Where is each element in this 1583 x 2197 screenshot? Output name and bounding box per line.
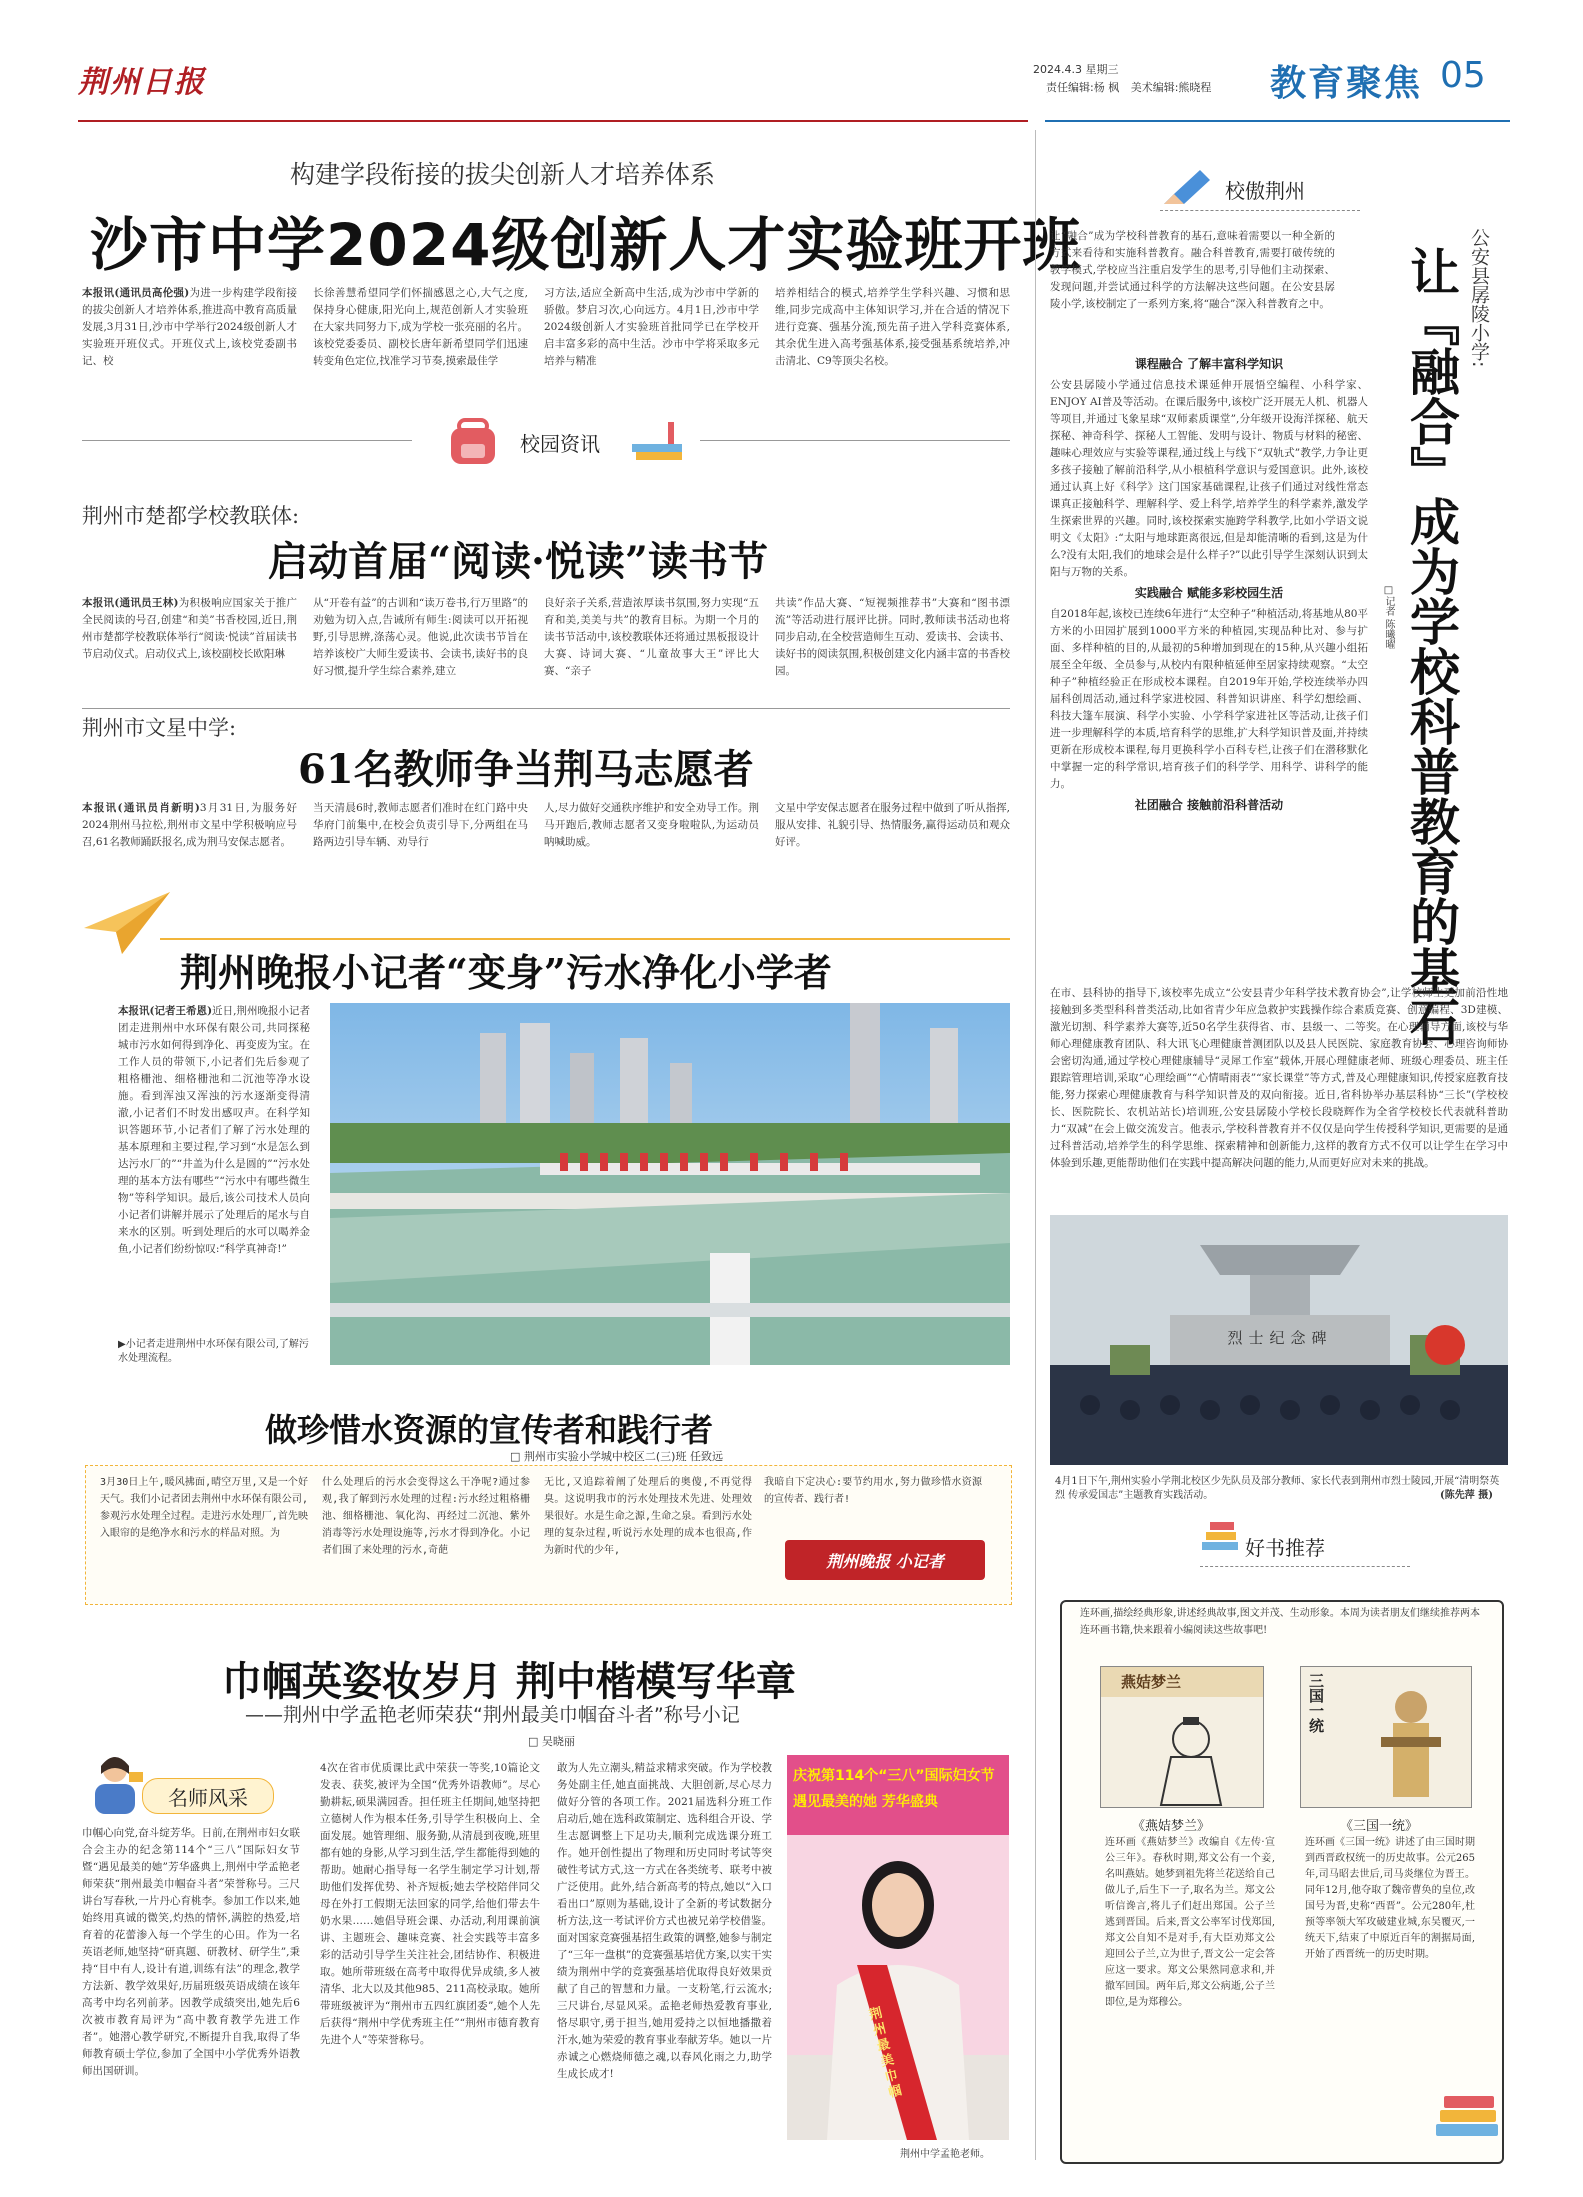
- section-title: 教育聚焦: [1270, 63, 1423, 104]
- reading-text-1: 为积极响应国家关于推广全民阅读的号召,创建“和美”书香校园,近日,荆州市楚都学校教联体举行“阅读·悦读”首届读书节启动仪式。启动仪式上,该校副校长欧阳琳: [82, 597, 297, 660]
- reading-col4: 共读”作品大赛、“短视频推荐书”大赛和“图书漂流”等活动进行展评比拼。同时,教师读书活动也将同步启动,在全校营造师生互动、爱读书、会读书、读好书的阅读氛围,积极创建文化内涵丰富的书香校园。: [775, 597, 1010, 677]
- page-number: 05: [1440, 55, 1486, 96]
- teacher-byline: □ 吴晓丽: [528, 1735, 575, 1748]
- reporter-logo-text: 荆州晚报 小记者: [826, 1551, 944, 1571]
- pride-rule: [1160, 210, 1360, 211]
- paper-plane-icon: [82, 888, 172, 958]
- sewage-headline: 荆州晚报小记者“变身”污水净化小学者: [180, 950, 832, 995]
- water-col3: 无比,又追踪着阐了处理后的奥傻,不再觉得臭。这说明我市的污水处理技术先进、处理效果很好。水是生命之源,生命之泉。看到污水处理的复杂过程,听说污水处理的成本也很高,作为新时代的少年,: [544, 1477, 752, 1556]
- pride-vertical-kicker: 公安县孱陵小学:: [1468, 228, 1490, 368]
- teacher-photo-banner: 庆祝第114个“三八”国际妇女节 遇见最美的她 芳华盛典: [793, 1768, 995, 1810]
- book1-text: 连环画《燕姞梦兰》改编自《左传·宣公三年》。春秋时期,郑文公有一个妾,名叫燕姞。她梦到祖先将兰花送给自己做儿子,后生下一子,取名为兰。郑文公听信谗言,将儿子们赶出郑国。公子兰逃到晋国。后来,晋文公率军讨伐郑国,郑文公自知不是对手,有大臣劝郑文公迎回公子兰,立为世子,晋文公一定会答应这一要求。郑文公果然同意求和,并撤军回国。两年后,郑文公病逝,公子兰即位,是为郑穆公。: [1105, 1837, 1275, 2008]
- volunteers-col3: 人,尽力做好交通秩序维护和安全劝导工作。荆马开跑后,教师志愿者又变身啦啦队,为运动员呐喊助威。: [544, 802, 759, 848]
- pride-sub2: 实践融合 赋能多彩校园生活: [1134, 586, 1284, 600]
- water-col2: 什么处理后的污水会变得这么干净呢?通过参观,我了解到污水处理的过程:污水经过粗格栅池、细格栅池、氧化沟、再经过二沉池、紫外消毒等污水处理设施等,污水才得到净化。小记者们围了来处理的污水,奇葩: [322, 1477, 530, 1556]
- pencil-icon: [1160, 168, 1212, 208]
- masthead-rule: [78, 120, 1028, 122]
- newspaper-logo: 荆州日报: [78, 65, 206, 100]
- sewage-plant-photo: [330, 1003, 1010, 1365]
- top-story-col4: 培养相结合的模式,培养学生学科兴趣、习惯和思维,同步完成高中主体知识学习,并在合适的情况下进行竞赛、强基分流,预先苗子进入学科竞赛体系,其余优生进入高考强基体系,接受强基系统培养,冲击清北、C9等顶尖名校。: [775, 287, 1010, 367]
- volunteers-col4: 文星中学安保志愿者在服务过程中做到了听从指挥,服从安排、礼貌引导、热情服务,赢得运动员和观众好评。: [775, 802, 1010, 848]
- book2-cover-title: 三国一统: [1307, 1673, 1325, 1733]
- top-story-text-1: 为进一步构建学段衔接的拔尖创新人才培养体系,推进高中教育高质量发展,3月31日,沙市中学举行2024级创新人才实验班开班仪式。开班仪式上,该校党委副书记、校: [82, 287, 297, 367]
- famous-teacher-tag-text: 名师风采: [168, 1785, 248, 1810]
- teacher-subhead: ——荆州中学孟艳老师荣获“荆州最美巾帼奋斗者”称号小记: [245, 1704, 740, 1726]
- top-story-col2: 长徐善慧希望同学们怀揣感恩之心,大气之度,保持身心健康,阳光向上,规范创新人才实验班在大家共同努力下,成为学校一张亮丽的名片。该校党委委员、副校长唐年新希望同学们迅速转变角色定位,找准学习节奏,摸索最佳学: [313, 287, 528, 367]
- volunteers-text-1: 3月31日,为服务好2024荆州马拉松,荆州市文星中学积极响应号召,61名教师踊跃报名,成为荆马安保志愿者。: [82, 802, 297, 848]
- sewage-caption: ▶小记者走进荆州中水环保有限公司,了解污水处理流程。: [118, 1339, 309, 1364]
- issue-date: 2024.4.3 星期三: [1033, 63, 1119, 76]
- pride-sub3: 社团融合 接触前沿科普活动: [1134, 798, 1284, 812]
- water-headline: 做珍惜水资源的宣传者和践行者: [265, 1411, 714, 1449]
- teacher-headline: 巾帼英姿妆岁月 荆中楷模写华章: [222, 1658, 796, 1705]
- reading-col1: [82, 595, 297, 700]
- book2-text: 连环画《三国一统》讲述了由三国时期到西晋政权统一的历史故事。公元265年,司马昭去世后,司马炎继位为晋王。同年12月,他夺取了魏帝曹奂的皇位,改国号为晋,史称“西晋”。公元280年,杜预等率领大军攻破建业城,东吴覆灭,一统天下,结束了中原近百年的割据局面,开始了西晋统一的历史时期。: [1305, 1837, 1475, 1960]
- pride-p1: 公安县孱陵小学通过信息技术课延伸开展悟空编程、小科学家、ENJOY AI普及等活动。在课后服务中,该校广泛开展无人机、机器人等项目,并通过飞象星球“双师素质课堂”,分年级开设海洋探秘、航天探秘、神奇科学、探秘人工智能、发明与设计、物质与材料的秘密、趣味心理效应与实验等课程,通过线上与线下“双轨式”教学,力争让更多孩子接触了解前沿科学,从小根植科学意识与爱国意识。此外,该校通过认真上好《科学》这门国家基础课程,让孩子们通过对线性常态课真正接触科学、理解科学、爱上科学,培养学生的科学素养,激发学生探索世界的兴趣。同时,该校探索实施跨学科教学,比如小学语文说明文《太阳》:“太阳与地球距离很远,但是却能清晰的看到,这是为什么?没有太阳,我们的地球会是什么样子?”以此引导学生深刻认识到太阳与万物的关系。: [1050, 379, 1368, 578]
- editor-name: 责任编辑:杨 枫: [1046, 81, 1120, 94]
- reading-headline: 启动首届“阅读·悦读”读书节: [268, 538, 768, 585]
- top-story-kicker: 构建学段衔接的拔尖创新人才培养体系: [290, 160, 716, 189]
- pride-body-upper: [1050, 352, 1368, 982]
- teacher-sash-text: 荆州最美巾帼: [867, 2005, 904, 2102]
- reading-col3: 良好亲子关系,营造浓厚读书氛围,努力实现“五育和美,美美与共”的教育目标。为期一个月的读书节活动中,该校教联体还将通过黑板报设计大赛、诗词大赛、“儿童故事大王”评比大赛、“亲子: [544, 597, 759, 677]
- books-intro: 连环画,描绘经典形象,讲述经典故事,图文并茂、生动形象。本周为读者朋友们继续推荐两本连环画书籍,快来跟着小编阅读这些故事吧!: [1080, 1608, 1480, 1636]
- teacher-icon: [85, 1752, 145, 1816]
- memorial-photo: [1050, 1215, 1508, 1465]
- teacher-photo-caption: 荆州中学孟艳老师。: [900, 2149, 990, 2160]
- pride-tag: 校傲荆州: [1225, 179, 1305, 203]
- art-editor-name: 美术编辑:熊晓程: [1130, 81, 1212, 94]
- top-story-lead: 本报讯(通讯员高伦强): [82, 287, 190, 299]
- reporter-logo: [785, 1540, 985, 1580]
- reading-divider: [82, 708, 1010, 709]
- top-story-col1: [82, 285, 297, 425]
- book1-cover-title: 燕姞梦兰: [1121, 1673, 1182, 1691]
- book2-cover: [1300, 1666, 1472, 1808]
- books-rule: [1200, 1566, 1410, 1567]
- book-stack-icon: [1432, 2080, 1502, 2140]
- top-story-headline: 沙市中学2024级创新人才实验班开班: [90, 211, 1082, 279]
- book-stack-icon-top: [1200, 1522, 1240, 1556]
- volunteers-col2: 当天清晨6时,教师志愿者们准时在红门路中央华府门前集中,在校会负责引导下,分两组在马路两边引导车辆、劝导行: [313, 802, 528, 848]
- water-col4: 我暗自下定决心:要节约用水,努力做珍惜水资源的宣传者、践行者!: [764, 1477, 982, 1505]
- pride-vertical-headline: 让『融合』成为学校科普教育的基石: [1402, 246, 1460, 1046]
- book1-title: 《燕姞梦兰》: [1132, 1819, 1211, 1834]
- book-recommendation-tag: 好书推荐: [1245, 1536, 1325, 1560]
- pride-p2: 自2018年起,该校已连续6年进行“太空种子”种植活动,将基地从80平方米的小田园扩展到1000平方米的种植园,实现品种比对、参与扩面、多样种植的目的,从最初的5种增加到现在的15种,从兴趣小组拓展至全年级、全员参与,从校内有限种植延伸至居家持续观察。“太空种子”种植经验正在形成校本课程。自2019年开始,学校连续举办四届科创周活动,通过科学家进校园、科普知识讲座、科学幻想绘画、科技大篷车展演、科学小实验、小学科学家进社区等活动,让孩子们进一步理解科学的本质,培育科学的思维,扩大科学知识普及面,并持续更新在形成校本课程,每月更换科学小百科专栏,让孩子们在潜移默化中掌握一定的科学常识,培育孩子们的科学学、用科学、讲科学的能力。: [1050, 608, 1368, 790]
- memorial-credit: (陈先萍 摄): [1440, 1490, 1493, 1501]
- teacher-award-photo: [787, 1755, 1009, 2140]
- memorial-banner: 烈士纪念碑: [1227, 1329, 1333, 1347]
- top-story-col3: 习方法,适应全新高中生活,成为沙市中学新的骄傲。梦启习次,心向远方。4月1日,沙市中学2024级创新人才实验班首批同学已在学校开启丰富多彩的高中生活。沙市中学将采取多元培养与精准: [544, 287, 759, 367]
- volunteers-headline: 61名教师争当荆马志愿者: [298, 746, 754, 793]
- school-bag-icon: [445, 418, 503, 468]
- teacher-col1: 巾帼心向党,奋斗绽芳华。日前,在荆州市妇女联合会主办的纪念第114个“三八”国际妇女节暨“遇见最美的她”芳华盛典上,荆州中学孟艳老师荣获“荆州最美巾帼奋斗者”荣誉称号。三尺讲台写春秋,一片丹心育桃李。参加工作以来,她始终用真诚的微笑,灼热的情怀,满腔的热爱,培育着的花蕾渗入每一个学生的心田。作为一名英语老师,她坚持“研真题、研教材、研学生”,秉持“目中有人,设计有道,训练有法”的理念,教学方法新、教学效果好,历届班级英语成绩在该年高考中均名列前茅。因教学成绩突出,她先后6次被市教育局评为“高中教育教学先进工作者”。她潜心教学研究,不断提升自我,取得了华师教育硕士学位,参加了全国中小学优秀外语教师出国研训。: [82, 1827, 300, 2077]
- book2-title: 《三国一统》: [1340, 1819, 1419, 1834]
- right-column-divider: [1035, 130, 1036, 2160]
- sewage-rule: [160, 938, 1010, 940]
- memorial-caption: 4月1日下午,荆州实验小学荆北校区少先队员及部分教师、家长代表到荆州市烈士陵园,开展“清明祭英烈 传承爱国志”主题教育实践活动。: [1055, 1476, 1500, 1501]
- reading-col2: 从“开卷有益”的古训和“读万卷书,行万里路”的劝勉为切入点,告诫所有师生:阅读可以开拓视野,引导思辨,涤荡心灵。他说,此次读书节旨在培养该校广大师生爱读书、会读书,读好书的良好习惯,提升学生综合素养,建立: [313, 597, 528, 677]
- books-pencil-icon: [628, 420, 688, 465]
- volunteers-lead: 本报讯(通讯员肖新明): [82, 802, 200, 814]
- teacher-col2: 4次在省市优质课比武中荣获一等奖,10篇论文发表、获奖,被评为全国“优秀外语教师”。尽心勤耕耘,硕果满园香。担任班主任期间,她坚持把立德树人作为根本任务,引导学生积极向上、全面发展。她管理细、服务勤,从清晨到夜晚,班里都有她的身影,从学习到生活,学生都能得到她的帮助。她耐心指导每一名学生制定学习计划,帮助他们发挥优势、补齐短板;她去学校陪伴同父母在外打工假期无法回家的同学,给他们带去牛奶水果……她倡导班会课、办活动,利用课前演讲、主题班会、趣味竞赛、社会实践等丰富多彩的活动引导学生关注社会,团结协作、积极进取。她所带班级在高考中取得优异成绩,多人被清华、北大以及其他985、211高校录取。她所带班级被评为“荆州市五四红旗团委”,她个人先后获得“荆州中学优秀班主任”“荆州市德育教育先进个人”等荣誉称号。: [320, 1762, 540, 2046]
- campus-news-tag: 校园资讯: [520, 432, 600, 456]
- sewage-body: [118, 1003, 310, 1333]
- masthead-rule-right: [1045, 120, 1510, 122]
- water-col1: 3月30日上午,暖风拂面,晴空万里,又是一个好天气。我们小记者团去荆州中水环保有限公司,参观污水处理全过程。走进污水处理厂,首先映入眼帘的是绝净水和污水的样品对照。为: [100, 1477, 308, 1539]
- sewage-lead: 本报讯(记者王希恩): [118, 1005, 213, 1017]
- pride-byline: □记者 陈曦曜: [1383, 585, 1394, 650]
- reading-lead: 本报讯(通讯员王林): [82, 597, 179, 609]
- editor-credit: [1046, 79, 1211, 95]
- book1-cover: [1100, 1666, 1264, 1808]
- famous-teacher-tag: [142, 1778, 274, 1814]
- sewage-text: 近日,荆州晚报小记者团走进荆州中水环保有限公司,共同探秘城市污水如何得到净化、再变废为宝。在工作人员的带领下,小记者们先后参观了粗格栅池、细格栅池和二沉池等净水设施。看到浑浊又浑浊的污水逐渐变得清澈,小记者们不时发出感叹声。在科学知识答题环节,小记者们了解了污水处理的基本原理和主要过程,学习到“水是怎么到达污水厂的”“井盖为什么是圆的”“污水处理的基本方法有哪些”“污水中有哪些微生物”等科学知识。最后,该公司技术人员向小记者们讲解并展示了处理后的尾水与自来水的区别。听到处理后的水可以喝养金鱼,小记者们纷纷惊叹:“科学真神奇!”: [118, 1005, 310, 1255]
- pride-intro: 让“融合”成为学校科普教育的基石,意味着需要以一种全新的方式来看待和实施科普教育。融合科普教育,需要打破传统的教学模式,学校应当注重启发学生的思考,引导他们主动探索、发现问题,并尝试通过科学的方法解决这些问题。在公安县孱陵小学,该校制定了一系列方案,将“融合”深入科普教育之中。: [1050, 230, 1335, 310]
- masthead: [78, 55, 1508, 115]
- volunteers-kicker: 荆州市文星中学:: [82, 716, 237, 740]
- volunteers-col1: [82, 800, 297, 870]
- pride-sub1: 课程融合 了解丰富科学知识: [1134, 357, 1284, 371]
- campus-rule-right: [700, 440, 1010, 441]
- campus-rule-left: [82, 440, 412, 441]
- water-byline: □ 荆州市实验小学城中校区二(三)班 任致远: [510, 1450, 723, 1463]
- pride-body-lower: 在市、县科协的指导下,该校率先成立“公安县青少年科学技术教育协会”,让学校师生更加前沿性地接触到多类型科科普类活动,比如省青少年应急救护实践操作综合素质竞赛、创意编程、3D建模、激光切割、科学素养大赛等,近50名学生获得省、市、县级一、二等奖。在心理辅导方面,该校与华师心理健康教育团队、科大讯飞心理健康普测团队以及县人民医院、家庭教育协会、心理咨询师协会密切沟通,通过学校心理健康辅导“灵犀工作室”载体,开展心理健康老师、班级心理委员、班主任跟踪管理培训,采取“心理绘画”“心情晴雨表”“家长课堂”等方式,普及心理健康知识,传授家庭教育技能,努力探索心理健康教育与科学知识普及的双向衔接。近日,省科协举办基层科协“三长”(学校校长、医院院长、农机站站长)培训班,公安县孱陵小学校长段晓辉作为全省学校校长代表就科普助力“双减”在会上做交流发言。他表示,学校科普教育并不仅仅是向学生传授科学知识,更需要的是通过科普活动,培养学生的科学思维、探索精神和创新能力,这样的教育方式不仅可以让学生在学习中体验到乐趣,更能帮助他们在实践中提高解决问题的能力,从而更好应对未来的挑战。: [1050, 987, 1508, 1169]
- teacher-col3: 敢为人先立潮头,精益求精求突破。作为学校教务处副主任,她直面挑战、大胆创新,尽心尽力做好分管的各项工作。2021届选科分班工作启动后,她在选科政策制定、选科组合开设、学生志愿调整上下足功夫,顺利完成选课分班工作。她开创性提出了物理和历史同时考试等突破性考试方式,这一方式在各类统考、联考中被广泛使用。此外,结合新高考的特点,她以“入口看出口”原则为基础,设计了全新的考试数据分析方法,这一考试评价方式也被兄弟学校借鉴。面对国家竞赛强基招生政策的调整,她参与制定了“三年一盘棋”的竞赛强基培优方案,以实干实绩为荆州中学的竞赛强基培优取得良好效果贡献了自己的智慧和力量。一支粉笔,行云流水;三尺讲台,尽显风采。孟艳老师热爱教育事业,恪尽职守,勇于担当,她用爱持之以恒地播撒着汗水,她为荣爱的教育事业奉献芳华。她以一片赤诚之心燃烧师德之魂,以春风化雨之力,助学生成长成才!: [557, 1762, 772, 2080]
- reading-kicker: 荆州市楚都学校教联体:: [82, 504, 300, 528]
